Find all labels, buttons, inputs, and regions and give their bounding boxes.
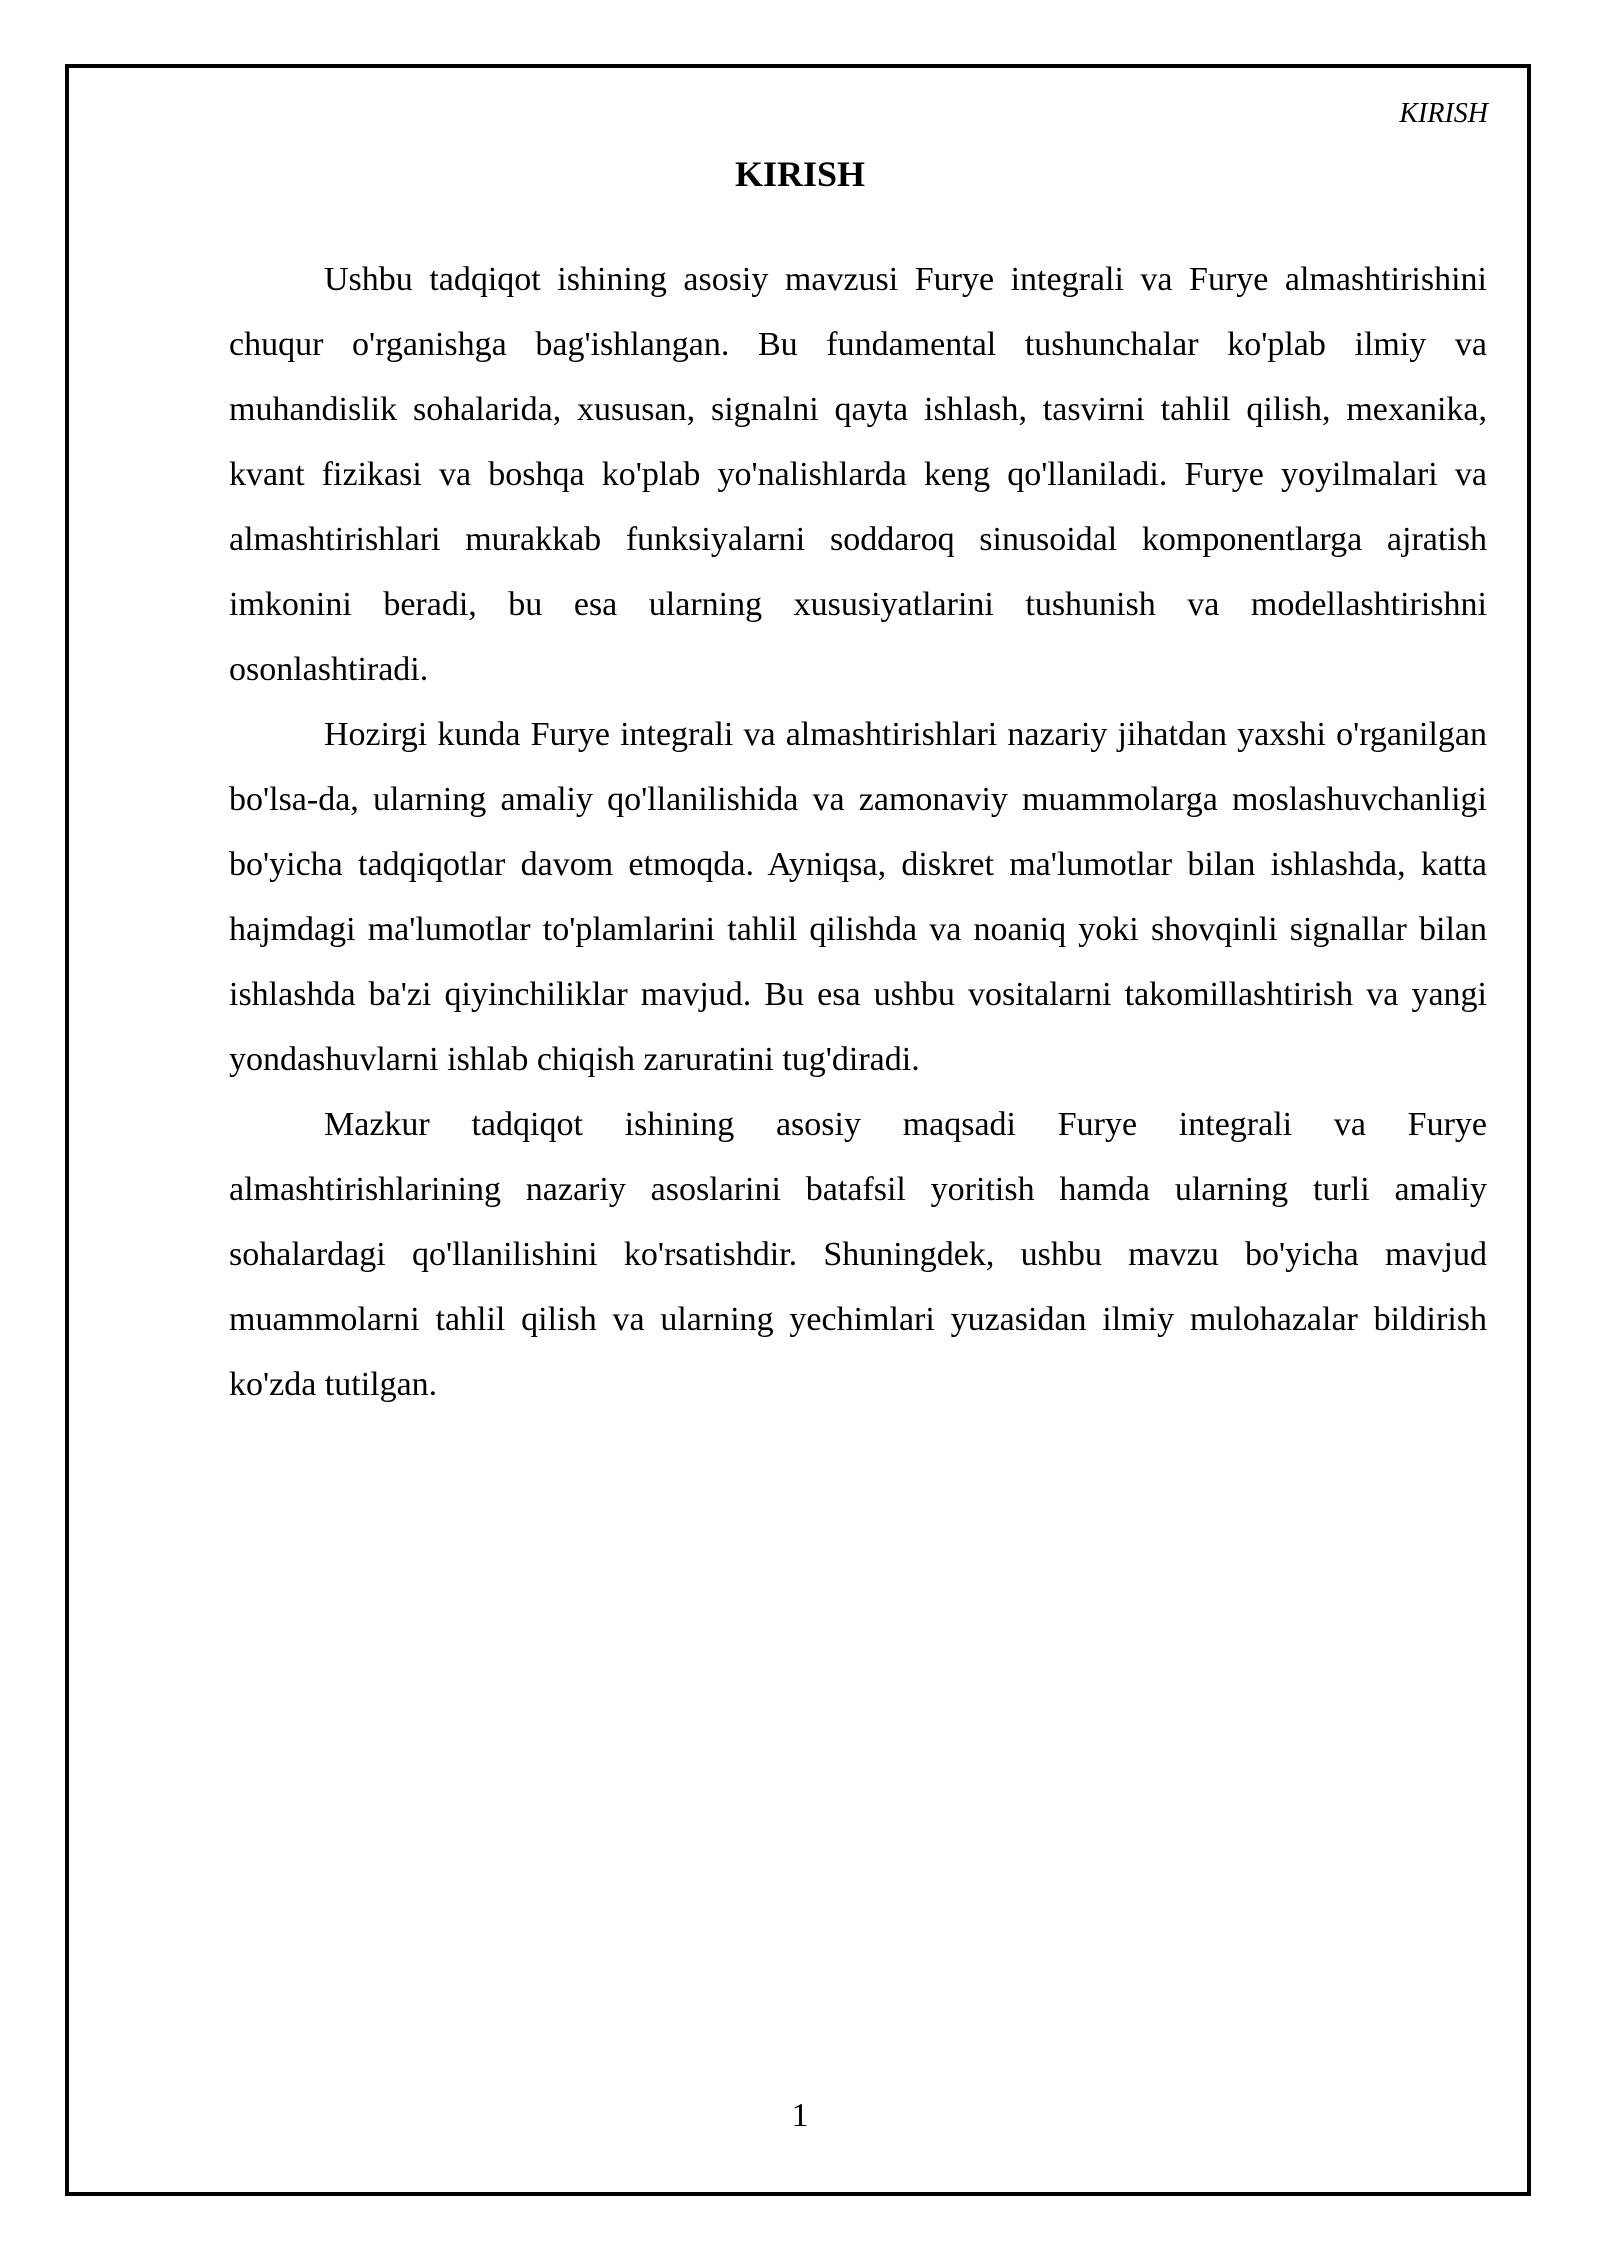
paragraph-1: Ushbu tadqiqot ishining asosiy mavzusi Furye integrali va Furye almashtirishini chuqur o'rganishga bag'ishlangan. Bu fundamental tushunchalar ko'plab ilmiy va muhandislik sohalarida, xususan, signalni qayta ishlash, tasvirni tahlil qilish, mexanika, kvant fizikasi va boshqa ko'plab yo'nalishlarda keng qo'llaniladi. Furye yoyilmalari va almashtirishlari murakkab funksiyalarni soddaroq sinusoidal komponentlarga ajratish imkonini beradi, bu esa ularning xususiyatlarini tushunish va modellashtirishni osonlashtiradi. [229,261,1487,688]
body-text [229,247,1487,1417]
paragraph-2: Hozirgi kunda Furye integrali va almashtirishlari nazariy jihatdan yaxshi o'rganilgan bo'lsa-da, ularning amaliy qo'llanilishida va zamonaviy muammolarga moslashuvchanligi bo'yicha tadqiqotlar davom etmoqda. Ayniqsa, diskret ma'lumotlar bilan ishlashda, katta hajmdagi ma'lumotlar to'plamlarini tahlil qilishda va noaniq yoki shovqinli signallar bilan ishlashda ba'zi qiyinchiliklar mavjud. Bu esa ushbu vositalarni takomillashtirish va yangi yondashuvlarni ishlab chiqish zaruratini tug'diradi. [229,716,1487,1078]
running-header: KIRISH [1399,98,1488,129]
paragraph-3: Mazkur tadqiqot ishining asosiy maqsadi Furye integrali va Furye almashtirishlarining nazariy asoslarini batafsil yoritish hamda ularning turli amaliy sohalardagi qo'llanilishini ko'rsatishdir. Shuningdek, ushbu mavzu bo'yicha mavjud muammolarni tahlil qilish va ularning yechimlari yuzasidan ilmiy mulohazalar bildirish ko'zda tutilgan. [229,1106,1487,1403]
page-title: KIRISH [734,154,866,194]
page-number: 1 [791,2097,809,2134]
